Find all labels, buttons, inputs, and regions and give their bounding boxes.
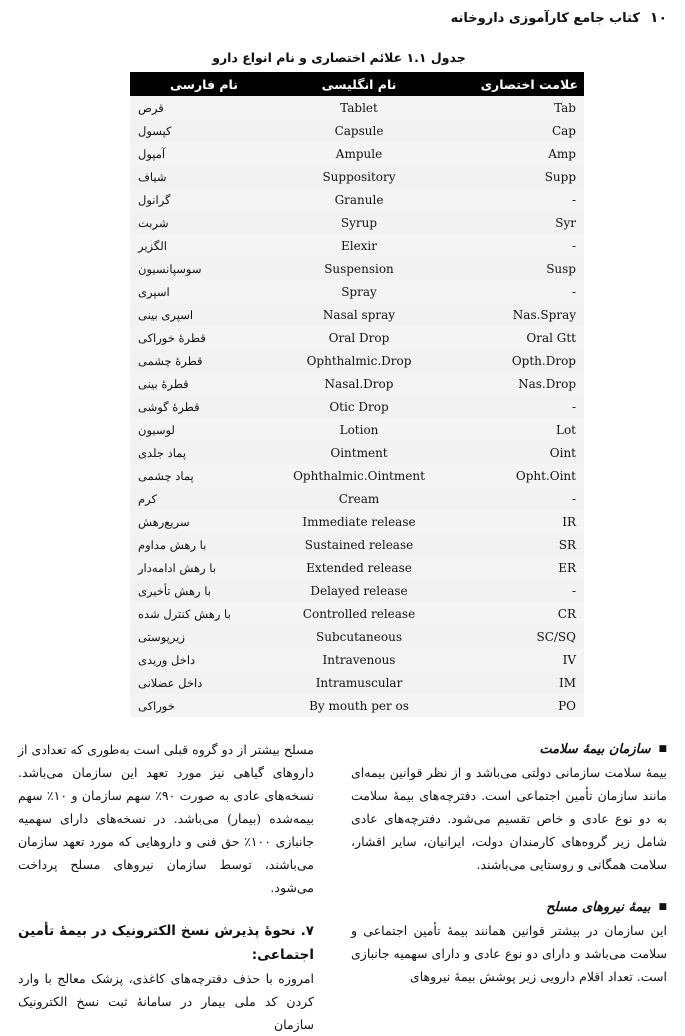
cell-abbr: -: [440, 579, 584, 602]
table-row: [130, 441, 584, 464]
cell-persian: پماد جلدی: [130, 441, 278, 464]
cell-abbr: Nas.Drop: [440, 372, 584, 395]
cell-english: By mouth per os: [278, 694, 440, 717]
cell-abbr: Oral Gtt: [440, 326, 584, 349]
cell-english: Suppository: [278, 165, 440, 188]
cell-persian: کپسول: [130, 119, 278, 142]
table-row: [130, 625, 584, 648]
cell-english: Nasal.Drop: [278, 372, 440, 395]
cell-persian: آمپول: [130, 142, 278, 165]
left-column: [18, 738, 314, 1036]
armed-forces-continued-text: مسلح بیشتر از دو گروه قبلی است به‌طوری که تعدادی از داروهای گیاهی نیز مورد تعهد این سازمان می‌باشد. نسخه‌های عادی به صورت ۹۰٪ سهم سازمان و ۱۰٪ سهم بیمه‌شده (بیمار) می‌باشد. در نسخه‌های دارای سهمیه جانبازی ۱۰۰٪ حق فنی و داروهایی که مورد تعهد سازمان می‌باشند، توسط سازمان نیروهای مسلح پرداخت می‌شود.: [18, 742, 315, 895]
cell-persian: کرم: [130, 487, 278, 510]
cell-persian: با رهش تأخیری: [130, 579, 278, 602]
table-row: [130, 671, 584, 694]
cell-persian: با رهش کنترل شده: [130, 602, 278, 625]
table-row: [130, 533, 584, 556]
cell-english: Controlled release: [278, 602, 440, 625]
cell-abbr: Oint: [440, 441, 584, 464]
cell-english: Cream: [278, 487, 440, 510]
table-row: [130, 487, 584, 510]
cell-abbr: IR: [440, 510, 584, 533]
table-row: [130, 165, 584, 188]
section-7-text: امروزه با حذف دفترچه‌های کاغذی، پزشک معالج با وارد کردن کد ملی بیمار در سامانهٔ ثبت نسخ الکترونیک سازمان: [18, 971, 314, 1032]
cell-english: Capsule: [278, 119, 440, 142]
table-header-row: [130, 72, 584, 96]
cell-persian: گرانول: [130, 188, 278, 211]
cell-english: Sustained release: [278, 533, 440, 556]
cell-abbr: Tab: [440, 96, 584, 119]
cell-persian: شیاف: [130, 165, 278, 188]
cell-persian: داخل وریدی: [130, 648, 278, 671]
cell-abbr: SR: [440, 533, 584, 556]
cell-english: Ophthalmic.Ointment: [278, 464, 440, 487]
table-row: [130, 211, 584, 234]
cell-abbr: Susp: [440, 257, 584, 280]
section-7-heading: [18, 919, 314, 967]
cell-persian: لوسیون: [130, 418, 278, 441]
cell-english: Ointment: [278, 441, 440, 464]
cell-english: Nasal spray: [278, 303, 440, 326]
table-title: جدول ۱.۱ علائم اختصاری و نام انواع دارو: [212, 50, 466, 65]
table-row: [130, 188, 584, 211]
table-row: [130, 96, 584, 119]
cell-persian: داخل عضلانی: [130, 671, 278, 694]
running-head: [18, 6, 667, 30]
cell-abbr: SC/SQ: [440, 625, 584, 648]
cell-persian: سوسپانسیون: [130, 257, 278, 280]
cell-abbr: Syr: [440, 211, 584, 234]
cell-abbr: Supp: [440, 165, 584, 188]
cell-english: Tablet: [278, 96, 440, 119]
cell-english: Lotion: [278, 418, 440, 441]
header-english: نام انگلیسی: [278, 72, 440, 96]
cell-persian: قطرهٔ چشمی: [130, 349, 278, 372]
header-abbr: علامت اختصاری: [440, 72, 584, 96]
cell-abbr: PO: [440, 694, 584, 717]
cell-english: Immediate release: [278, 510, 440, 533]
right-column: [351, 738, 667, 988]
cell-abbr: Nas.Spray: [440, 303, 584, 326]
cell-english: Otic Drop: [278, 395, 440, 418]
table-row: [130, 257, 584, 280]
cell-english: Spray: [278, 280, 440, 303]
table-row: [130, 694, 584, 717]
cell-abbr: CR: [440, 602, 584, 625]
health-insurance-title: سازمان بیمهٔ سلامت: [539, 742, 651, 757]
cell-abbr: -: [440, 234, 584, 257]
section-number: ۷.: [300, 923, 314, 939]
cell-abbr: ER: [440, 556, 584, 579]
armed-forces-text: این سازمان در بیشتر قوانین همانند بیمهٔ تأمین اجتماعی و سلامت می‌باشد و دارای دو نوع عادی و دارای سهمیه جانبازی است. تعداد اقلام دارویی زیر پوشش بیمهٔ نیروهای: [351, 923, 667, 984]
cell-english: Subcutaneous: [278, 625, 440, 648]
table-row: [130, 234, 584, 257]
cell-english: Suspension: [278, 257, 440, 280]
cell-persian: با رهش ادامه‌دار: [130, 556, 278, 579]
cell-english: Delayed release: [278, 579, 440, 602]
cell-persian: خوراکی: [130, 694, 278, 717]
table-row: [130, 372, 584, 395]
table-row: [130, 142, 584, 165]
cell-english: Intramuscular: [278, 671, 440, 694]
cell-persian: قطرهٔ گوشی: [130, 395, 278, 418]
armed-forces-title: بیمهٔ نیروهای مسلح: [546, 900, 651, 915]
cell-abbr: IM: [440, 671, 584, 694]
cell-english: Ophthalmic.Drop: [278, 349, 440, 372]
table-row: [130, 119, 584, 142]
cell-abbr: Amp: [440, 142, 584, 165]
cell-abbr: Opth.Drop: [440, 349, 584, 372]
table-row: [130, 556, 584, 579]
cell-english: Extended release: [278, 556, 440, 579]
table-row: [130, 303, 584, 326]
armed-forces-heading: [351, 896, 667, 919]
table-row: [130, 280, 584, 303]
cell-persian: قطرهٔ خوراکی: [130, 326, 278, 349]
cell-persian: قطرهٔ بینی: [130, 372, 278, 395]
table-row: [130, 349, 584, 372]
cell-persian: شربت: [130, 211, 278, 234]
cell-persian: الگزیر: [130, 234, 278, 257]
cell-english: Ampule: [278, 142, 440, 165]
cell-abbr: -: [440, 280, 584, 303]
cell-persian: سریع‌رهش: [130, 510, 278, 533]
square-bullet-icon: ■: [658, 902, 667, 912]
abbreviations-table: [130, 72, 584, 717]
cell-persian: اسپری بینی: [130, 303, 278, 326]
cell-abbr: Lot: [440, 418, 584, 441]
header-persian: نام فارسی: [130, 72, 278, 96]
cell-abbr: -: [440, 395, 584, 418]
section-title: نحوهٔ پذیرش نسخ الکترونیک در بیمهٔ تأمین اجتماعی:: [18, 923, 314, 963]
health-insurance-text: بیمهٔ سلامت سازمانی دولتی می‌باشد و از نظر قوانین بیمه‌ای مانند سازمان تأمین اجتماعی است. دفترچه‌های بیمهٔ سلامت به دو نوع عادی و خاص تقسیم می‌شود. دفترچه‌های عادی شامل زیر گروه‌های کارمندان دولت، ایرانیان، سایر اقشار، سلامت همگانی و روستایی می‌باشند.: [351, 765, 667, 872]
cell-persian: پماد چشمی: [130, 464, 278, 487]
table-row: [130, 579, 584, 602]
table-row: [130, 418, 584, 441]
cell-persian: قرص: [130, 96, 278, 119]
page-number: ۱۰: [649, 10, 667, 26]
cell-abbr: IV: [440, 648, 584, 671]
table-row: [130, 510, 584, 533]
book-title: کتاب جامع کارآموزی داروخانه: [450, 10, 640, 26]
cell-abbr: -: [440, 188, 584, 211]
cell-abbr: Opht.Oint: [440, 464, 584, 487]
cell-persian: زیرپوستی: [130, 625, 278, 648]
cell-persian: با رهش مداوم: [130, 533, 278, 556]
cell-english: Oral Drop: [278, 326, 440, 349]
cell-english: Syrup: [278, 211, 440, 234]
square-bullet-icon: ■: [658, 744, 667, 754]
cell-persian: اسپری: [130, 280, 278, 303]
cell-english: Intravenous: [278, 648, 440, 671]
table-row: [130, 602, 584, 625]
table-row: [130, 395, 584, 418]
cell-english: Elexir: [278, 234, 440, 257]
cell-abbr: Cap: [440, 119, 584, 142]
table-row: [130, 648, 584, 671]
table-row: [130, 464, 584, 487]
cell-abbr: -: [440, 487, 584, 510]
cell-english: Granule: [278, 188, 440, 211]
health-insurance-heading: [351, 738, 667, 761]
table-row: [130, 326, 584, 349]
